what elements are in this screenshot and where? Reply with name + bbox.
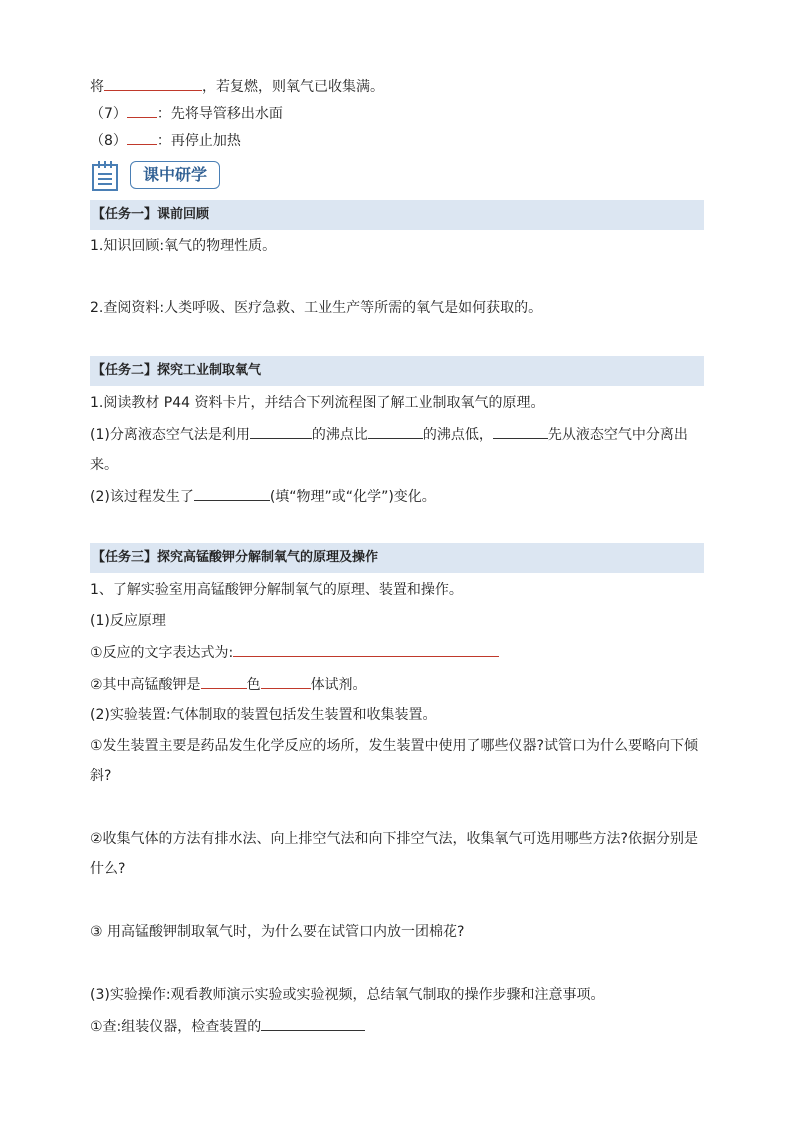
task3-s2a-line1: ①发生装置主要是药品发生化学反应的场所，发生装置中使用了哪些仪器?试管口为什么要略向下倾 bbox=[90, 738, 698, 754]
task2-question-1a-cont: 来。 bbox=[90, 457, 118, 473]
task2-question-1b: (2)该过程发生了 (填“物理”或“化学”)变化。 bbox=[90, 486, 436, 507]
task3-s2: (2)实验装置:气体制取的装置包括发生装置和收集装置。 bbox=[90, 707, 437, 723]
text-line: 将 ，若复燃，则氧气已收集满。 bbox=[90, 76, 384, 97]
section-title: 课中研学 bbox=[130, 161, 220, 189]
answer-blank[interactable] bbox=[250, 424, 312, 439]
text-line: （8） ：再停止加热 bbox=[90, 130, 241, 151]
task2-question-1a: (1)分离液态空气法是利用 的沸点比 的沸点低， 先从液态空气中分离出 bbox=[90, 424, 688, 445]
notebook-icon bbox=[90, 160, 120, 192]
task1-question-2: 2.查阅资料:人类呼吸、医疗急救、工业生产等所需的氧气是如何获取的。 bbox=[90, 300, 543, 316]
answer-blank[interactable] bbox=[368, 424, 423, 439]
task1-question-1: 1.知识回顾:氧气的物理性质。 bbox=[90, 238, 277, 254]
task2-question-1: 1.阅读教材 P44 资料卡片，并结合下列流程图了解工业制取氧气的原理。 bbox=[90, 395, 545, 411]
task3-s2b-line1: ②收集气体的方法有排水法、向上排空气法和向下排空气法，收集氧气可选用哪些方法?依据分别是 bbox=[90, 831, 698, 847]
text-line: （7） ：先将导管移出水面 bbox=[90, 103, 283, 124]
answer-blank[interactable] bbox=[104, 76, 202, 91]
task3-s2a-line2: 斜? bbox=[90, 768, 112, 784]
task3-s1a: ①反应的文字表达式为: bbox=[90, 642, 499, 663]
answer-blank[interactable] bbox=[261, 1016, 365, 1031]
task3-s3a: ①查:组装仪器，检查装置的 bbox=[90, 1016, 365, 1037]
task3-intro: 1、了解实验室用高锰酸钾分解制氧气的原理、装置和操作。 bbox=[90, 582, 463, 598]
answer-blank[interactable] bbox=[127, 130, 157, 145]
answer-blank[interactable] bbox=[194, 486, 270, 501]
task2-heading: 【任务二】探究工业制取氧气 bbox=[90, 356, 704, 386]
task3-s1: (1)反应原理 bbox=[90, 613, 166, 629]
answer-blank[interactable] bbox=[201, 674, 247, 689]
answer-blank[interactable] bbox=[233, 642, 499, 657]
task3-s2b-line2: 什么? bbox=[90, 861, 126, 877]
task3-heading: 【任务三】探究高锰酸钾分解制氧气的原理及操作 bbox=[90, 543, 704, 573]
answer-blank[interactable] bbox=[493, 424, 548, 439]
answer-blank[interactable] bbox=[261, 674, 311, 689]
task3-s3: (3)实验操作:观看教师演示实验或实验视频，总结氧气制取的操作步骤和注意事项。 bbox=[90, 987, 605, 1003]
task3-s2c: ③ 用高锰酸钾制取氧气时，为什么要在试管口内放一团棉花? bbox=[90, 924, 465, 940]
answer-blank[interactable] bbox=[127, 103, 157, 118]
task1-heading: 【任务一】课前回顾 bbox=[90, 200, 704, 230]
task3-s1b: ②其中高锰酸钾是 色 体试剂。 bbox=[90, 674, 367, 695]
